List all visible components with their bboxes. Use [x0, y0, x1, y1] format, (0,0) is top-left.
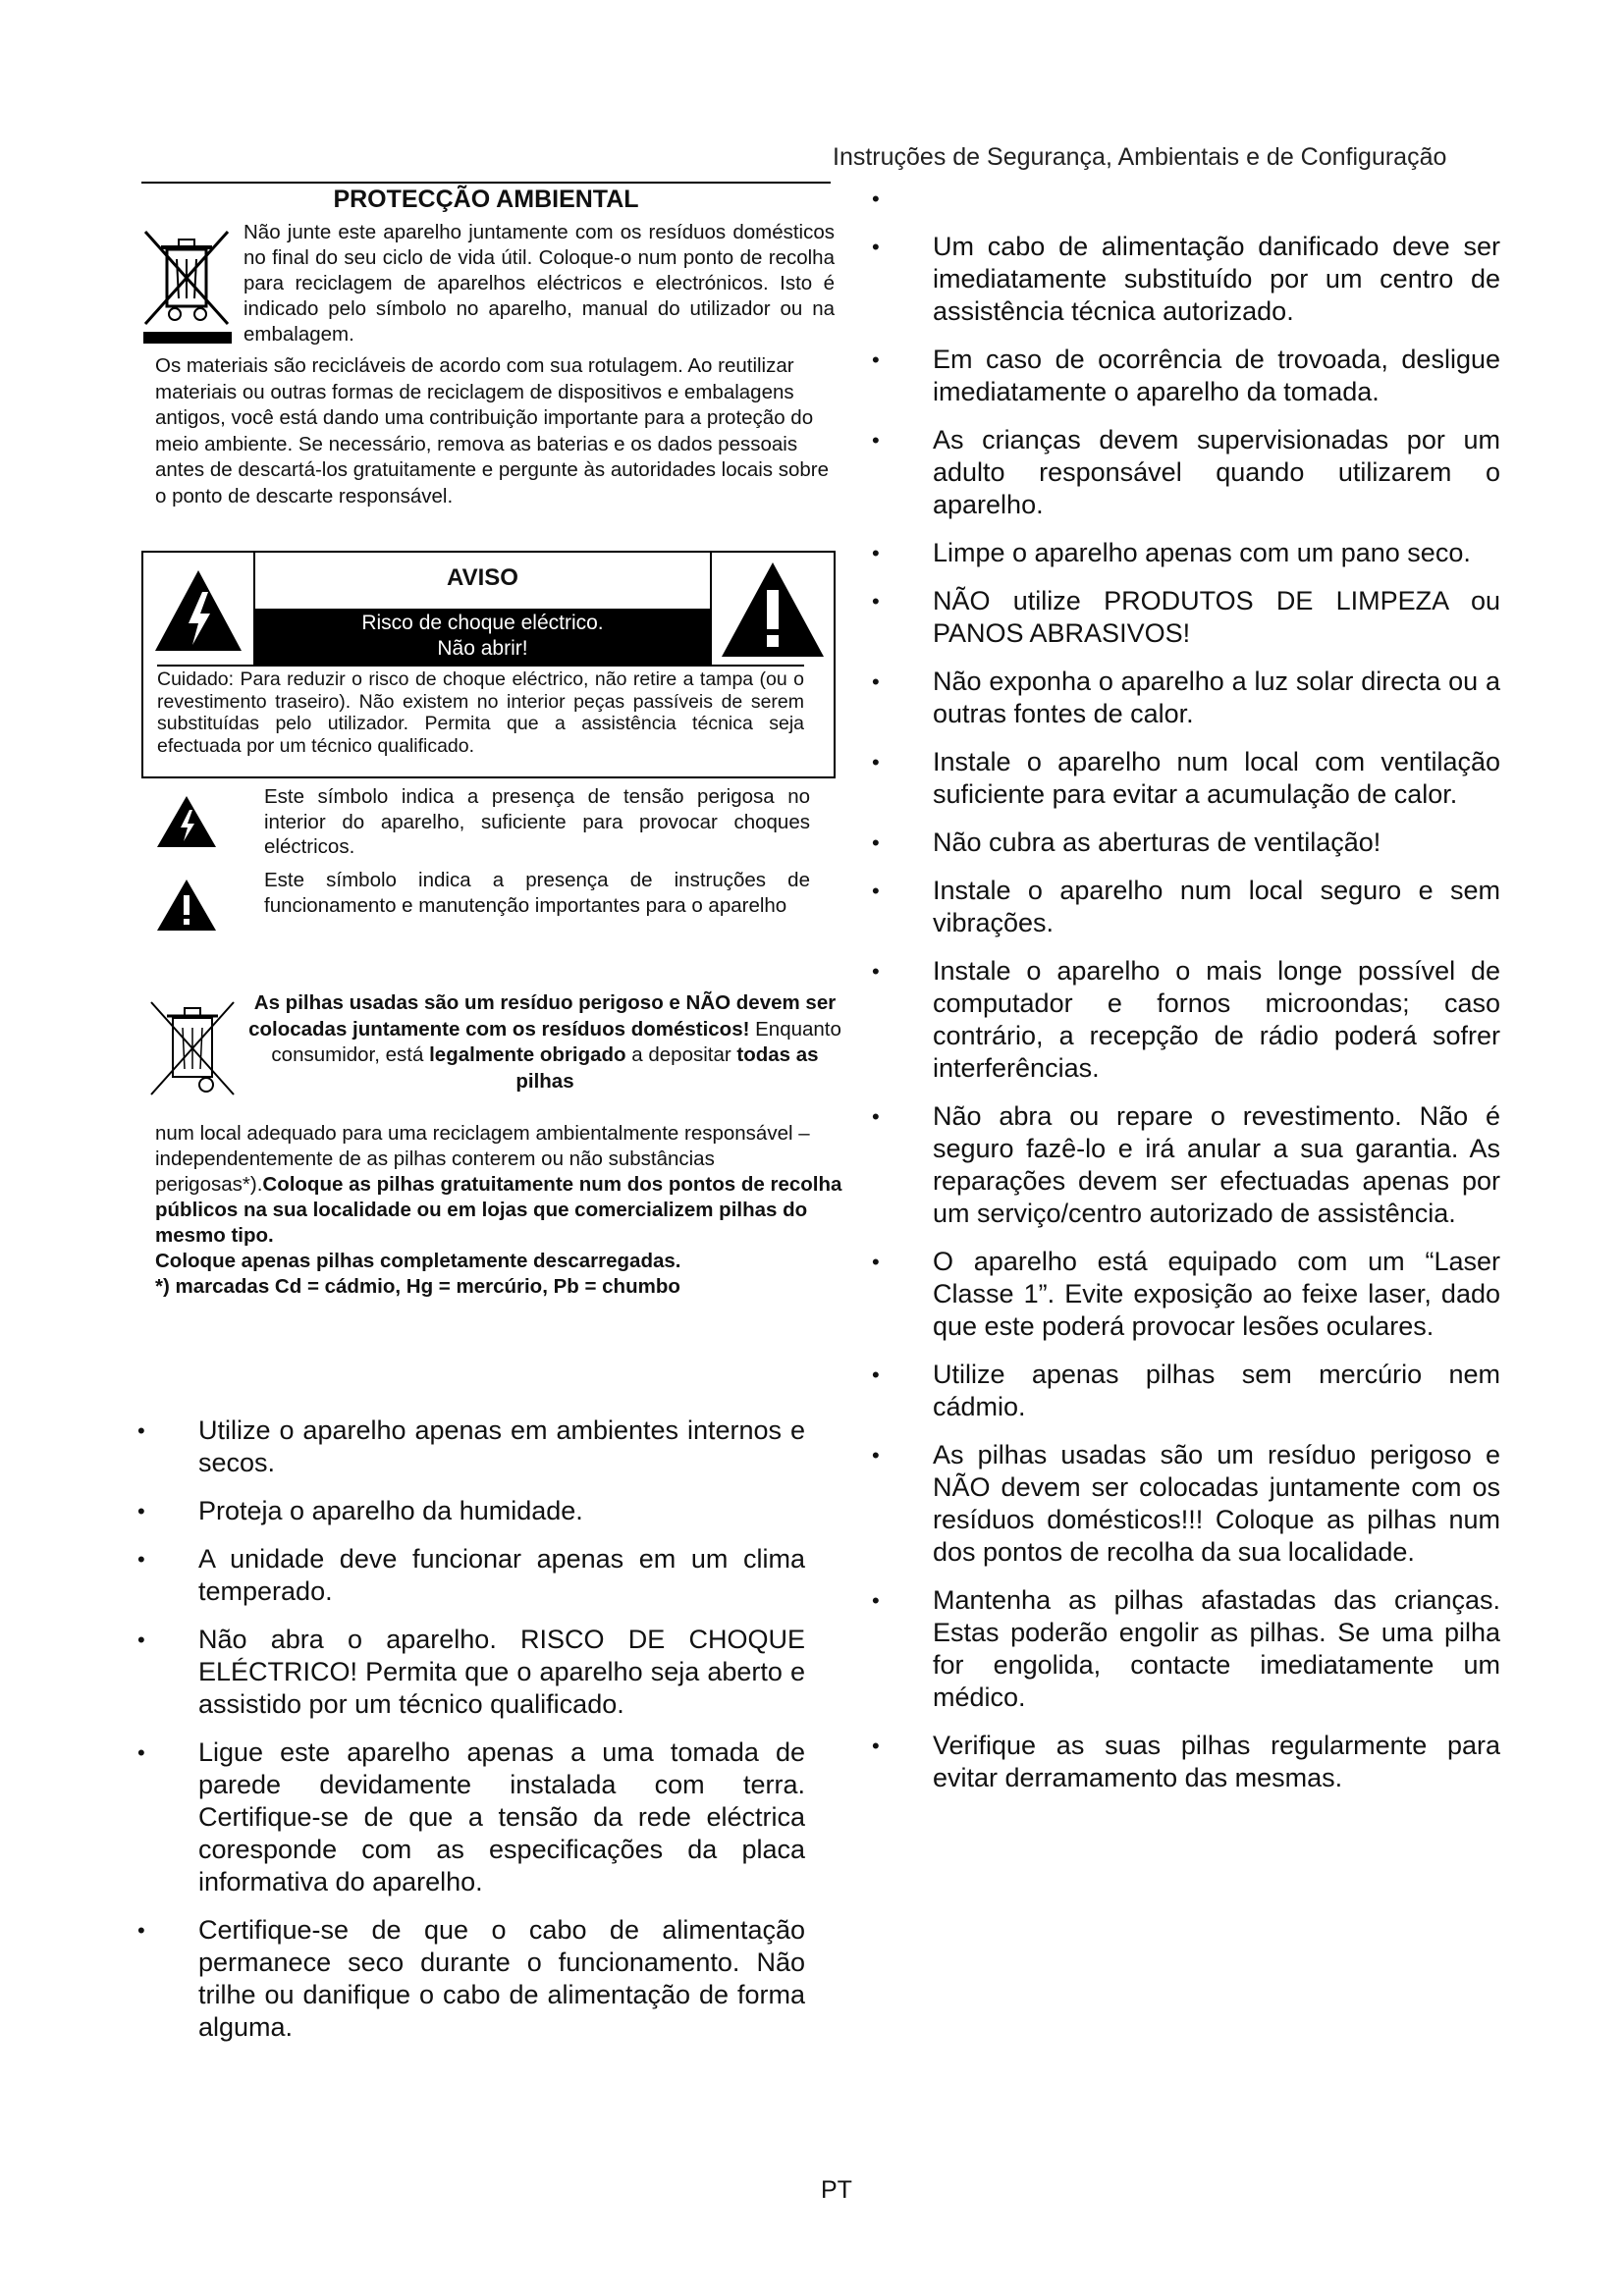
warning-band — [253, 609, 712, 665]
list-item: • As pilhas usadas são um resíduo perigoso e NÃO devem ser colocadas juntamente com os resíduos domésticos!!! Coloque as pilhas num dos pontos de recolha da sua localidade. — [872, 1439, 1500, 1569]
warning-band-line1: Risco de choque eléctrico. — [361, 612, 604, 634]
symbol-row — [137, 784, 849, 868]
warning-title: AVISO — [447, 564, 518, 591]
symbol-text: Este símbolo indica a presença de instruções de funcionamento e manutenção importantes para o aparelho — [264, 869, 810, 917]
left-bullet-list — [137, 1415, 805, 2059]
list-item: • O aparelho está equipado com um “Laser Classe 1”. Evite exposição ao feixe laser, dado que este poderá provocar lesões oculares. — [872, 1246, 1500, 1343]
list-item: • Limpe o aparelho apenas com um pano seco. — [872, 537, 1500, 569]
list-item: • Não cubra as aberturas de ventilação! — [872, 827, 1500, 859]
warning-box — [141, 551, 836, 778]
list-item: • As crianças devem supervisionadas por um adulto responsável quando utilizarem o aparelho. — [872, 424, 1500, 521]
battery-notice-top — [245, 990, 844, 1095]
symbol-text: Este símbolo indica a presença de tensão perigosa no interior do aparelho, suficiente para provocar choques eléctricos. — [264, 785, 810, 858]
battery-text-3: num local adequado para uma reciclagem ambientalmente responsável – independentemente de as pilhas conterem ou não substâncias perigosas*). — [155, 1122, 810, 1196]
list-item: • Instale o aparelho o mais longe possível de computador e fornos microondas; caso contrário, a recepção de rádio poderá sofrer interferências. — [872, 955, 1500, 1085]
right-bullet-list — [872, 183, 1500, 1810]
battery-text-2: a depositar — [625, 1043, 737, 1066]
list-item: • Instale o aparelho num local com ventilação suficiente para evitar a acumulação de calor. — [872, 746, 1500, 811]
symbol-row — [137, 868, 849, 951]
running-header: Instruções de Segurança, Ambientais e de Configuração — [833, 143, 1447, 171]
battery-bold-3: todas as pilhas — [515, 1043, 819, 1093]
list-item: • Instale o aparelho num local seguro e sem vibrações. — [872, 875, 1500, 939]
list-item: • Um cabo de alimentação danificado deve ser imediatamente substituído por um centro de assistência técnica autorizado. — [872, 231, 1500, 328]
battery-notice — [137, 990, 849, 1314]
list-item: • Não exponha o aparelho a luz solar directa ou a outras fontes de calor. — [872, 666, 1500, 730]
list-item: • NÃO utilize PRODUTOS DE LIMPEZA ou PANOS ABRASIVOS! — [872, 585, 1500, 650]
list-item — [872, 183, 1500, 215]
electric-shock-warning-icon — [143, 553, 255, 665]
left-column — [137, 182, 849, 1314]
list-item: • Ligue este aparelho apenas a uma tomada de parede devidamente instalada com terra. Certifique-se de que a tensão da rede eléctrica coresponde com as especificações da placa informativa do aparelho. — [137, 1736, 805, 1898]
exclamation-warning-icon — [710, 553, 834, 665]
environment-paragraph: Os materiais são recicláveis de acordo com sua rotulagem. Ao reutilizar materiais ou outras formas de reciclagem de dispositivos e embalagens antigos, você está dando uma contribuição importante para a proteção do meio ambiente. Se necessário, remova as baterias e os dados pessoais antes de descartá-los gratuitamente e pergunte às autoridades locais sobre o ponto de descarte responsável. — [155, 354, 830, 507]
environment-notice — [137, 220, 849, 347]
list-item: • Em caso de ocorrência de trovoada, desligue imediatamente o aparelho da tomada. — [872, 344, 1500, 408]
list-item: • Proteja o aparelho da humidade. — [137, 1495, 805, 1527]
battery-bold-4: Coloque as pilhas gratuitamente num dos pontos de recolha públicos na sua localidade ou em lojas que comercializem pilhas do mesmo tipo. — [155, 1173, 842, 1247]
battery-bold-5: Coloque apenas pilhas completamente descarregadas. — [155, 1250, 681, 1272]
environment-notice-text: Não junte este aparelho juntamente com os resíduos domésticos no final do seu ciclo de vida útil. Coloque-o num ponto de recolha para reciclagem de aparelhos eléctricos e electrónicos. Isto é indicado pelo símbolo no aparelho, manual do utilizador ou na embalagem. — [244, 221, 835, 346]
list-item: • Não abra ou repare o revestimento. Não é seguro fazê-lo e irá anular a sua garantia. As reparações devem ser efectuadas apenas por um serviço/centro autorizado de assistência. — [872, 1100, 1500, 1230]
battery-bin-icon — [143, 992, 242, 1115]
battery-notice-bottom — [155, 1121, 842, 1300]
list-item: • Mantenha as pilhas afastadas das crianças. Estas poderão engolir as pilhas. Se uma pilha for engolida, contacte imediatamente um médico. — [872, 1584, 1500, 1714]
list-item: • Utilize o aparelho apenas em ambientes internos e secos. — [137, 1415, 805, 1479]
list-item: • A unidade deve funcionar apenas em um clima temperado. — [137, 1543, 805, 1608]
lightning-symbol-icon — [157, 796, 216, 847]
warning-band-line2: Não abrir! — [437, 637, 528, 660]
list-item: • Verifique as suas pilhas regularmente para evitar derramamento das mesmas. — [872, 1730, 1500, 1794]
list-item: • Utilize apenas pilhas sem mercúrio nem cádmio. — [872, 1359, 1500, 1423]
exclamation-symbol-icon — [157, 880, 216, 931]
battery-bold-2: legalmente obrigado — [429, 1043, 626, 1066]
warning-caution-text: Cuidado: Para reduzir o risco de choque eléctrico, não retire a tampa (ou o revestimento traseiro). Não existem no interior peças passíveis de serem substituídas pelo utilizador. Permita que a assistência técnica seja efectuada por um técnico qualificado. — [157, 665, 804, 757]
environment-title: PROTECÇÃO AMBIENTAL — [141, 182, 831, 214]
list-item: • Não abra o aparelho. RISCO DE CHOQUE ELÉCTRICO! Permita que o aparelho seja aberto e assistido por um técnico qualificado. — [137, 1624, 805, 1721]
battery-bold-1: As pilhas usadas são um resíduo perigoso e NÃO devem ser colocadas juntamente com os resíduos domésticos! — [248, 991, 837, 1041]
page-number: PT — [821, 2176, 852, 2204]
list-item: • Certifique-se de que o cabo de alimentação permanece seco durante o funcionamento. Não trilhe ou danifique o cabo de alimentação de forma alguma. — [137, 1914, 805, 2044]
weee-bin-icon — [141, 224, 236, 347]
battery-text-1: Enquanto consumidor, está — [271, 1017, 841, 1066]
battery-bold-6: *) marcadas Cd = cádmio, Hg = mercúrio, Pb = chumbo — [155, 1275, 680, 1298]
